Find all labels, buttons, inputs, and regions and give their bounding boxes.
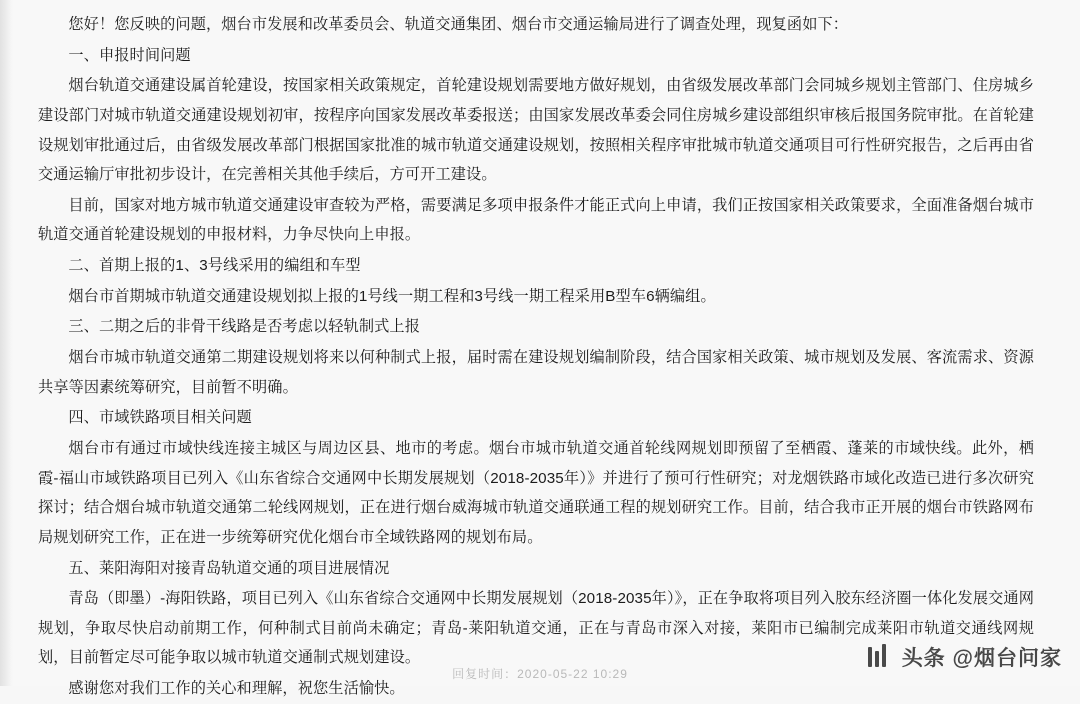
section-heading: 二、首期上报的1、3号线采用的编组和车型 xyxy=(68,257,361,275)
reply-timestamp: 回复时间：2020-05-22 10:29 xyxy=(452,667,628,681)
paragraph: 烟台市首期城市轨道交通建设规划拟上报的1号线一期工程和3号线一期工程采用B型车6辆编组。 xyxy=(68,287,716,305)
section-heading: 四、市域铁路项目相关问题 xyxy=(68,409,252,427)
paragraph: 您好！您反映的问题，烟台市发展和改革委员会、轨道交通集团、烟台市交通运输局进行了调查处理，现复函如下： xyxy=(68,16,849,33)
watermark xyxy=(866,642,1062,672)
section-heading: 五、莱阳海阳对接青岛轨道交通的项目进展情况 xyxy=(68,559,390,577)
paragraph: 烟台轨道交通建设属首轮建设，按国家相关政策规定，首轮建设规划需要地方做好规划，由省级发展改革部门会同城乡规划主管部门、住房城乡建设部门对城市轨道交通建设规划初审，按程序向国家发展改革委报送；由国家发展改革委会同住房城乡建设部组织审核后报国务院审批。在首轮建设规划审批通过后，由省级发展改革部门根据国家批准的城市轨道交通建设规划，按照相关程序审批城市轨道交通项目可行性研究报告，之后再由省交通运输厅审批初步设计，在完善相关其他手续后，方可开工建设。 xyxy=(38,77,1034,184)
paragraph: 目前，国家对地方城市轨道交通建设审查较为严格，需要满足多项申报条件才能正式向上申请，我们正按国家相关政策要求，全面准备烟台城市轨道交通首轮建设规划的申报材料，力争尽快向上申报。 xyxy=(38,196,1034,244)
section-heading: 三、二期之后的非骨干线路是否考虑以轻轨制式上报 xyxy=(68,318,421,336)
paragraph: 感谢您对我们工作的关心和理解，祝您生活愉快。 xyxy=(68,680,405,698)
page-edge-shadow xyxy=(0,0,12,686)
paragraph: 青岛（即墨）-海阳铁路，项目已列入《山东省综合交通网中长期发展规划（2018-2035年）》，正在争取将项目列入胶东经济圈一体化发展交通网规划，争取尽快启动前期工作，何种制式目前尚未确定；青岛-莱阳轨道交通，正在与青岛市深入对接，莱阳市已编制完成莱阳市轨道交通线网规划，目前暂定尽可能争取以城市轨道交通制式规划建设。 xyxy=(38,590,1034,667)
paragraph: 烟台市城市轨道交通第二期建设规划将来以何种制式上报，届时需在建设规划编制阶段，结合国家相关政策、城市规划及发展、客流需求、资源共享等因素统筹研究，目前暂不明确。 xyxy=(38,349,1034,396)
document-body xyxy=(38,10,1034,704)
paragraph: 烟台市有通过市域快线连接主城区与周边区县、地市的考虑。烟台市城市轨道交通首轮线网规划即预留了至栖霞、蓬莱的市域快线。此外，栖霞-福山市域铁路项目已列入《山东省综合交通网中长期发展规划（2018-2035年）》并进行了预可行性研究；对龙烟铁路市域化改造已进行多次研究探讨；结合烟台城市轨道交通第二轮线网规划，正在进行烟台威海城市轨道交通联通工程的规划研究工作。目前，结合我市正开展的烟台市铁路网布局规划研究工作，正在进一步统筹研究优化烟台市全域铁路网的规划布局。 xyxy=(38,439,1034,546)
section-heading: 一、申报时间问题 xyxy=(68,46,191,64)
watermark-label: 头条 @烟台问家 xyxy=(901,647,1062,670)
toutiao-logo-icon xyxy=(866,644,892,670)
